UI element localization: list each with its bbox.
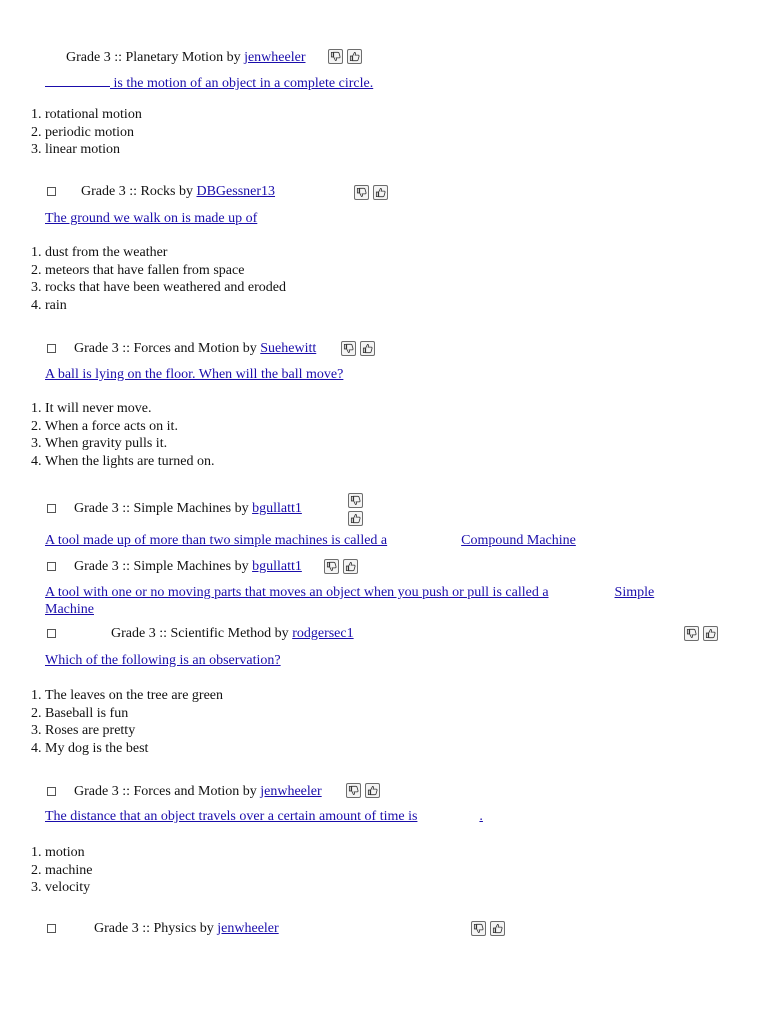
question-link[interactable]: Which of the following is an observation? [45,653,281,668]
question-link[interactable]: The ground we walk on is made up of [45,211,258,226]
option-item: 4. rain [45,297,286,315]
thumbs-down-icon [326,561,337,572]
thumbs-up-icon [362,343,373,354]
entry-header-text: Grade 3 :: Planetary Motion by [66,50,245,65]
entry-header-text: Grade 3 :: Simple Machines by [74,559,253,574]
question-end: . [479,809,483,824]
question-text: A tool with one or no moving parts that moves an object when you push or pull is called a [45,585,549,600]
answer-text: Simple [614,585,655,600]
author-link[interactable]: bgullatt1 [252,559,302,574]
author-link[interactable]: jenwheeler [260,784,322,799]
author-link[interactable]: DBGessner13 [196,184,276,199]
answer-options [0,106,142,159]
question-link[interactable] [45,585,654,601]
thumbs-down-icon [473,923,484,934]
select-checkbox[interactable] [47,562,56,571]
thumbs-down-icon [330,51,341,62]
thumbs-up-button[interactable] [348,511,363,526]
option-item: 2. periodic motion [45,124,142,142]
entry-header-text: Grade 3 :: Physics by [94,921,218,936]
entry-header [74,784,322,800]
question-link[interactable] [45,74,373,92]
option-item: 1. motion [45,844,92,862]
question-text: The distance that an object travels over a certain amount of time is [45,809,418,824]
answer-text: Machine [45,602,94,617]
question-link[interactable] [45,533,648,549]
author-link[interactable]: bgullatt1 [252,501,302,516]
select-checkbox[interactable] [47,344,56,353]
thumbs-up-button[interactable] [360,341,375,356]
thumbs-down-button[interactable] [341,341,356,356]
entry-header-text: Grade 3 :: Forces and Motion by [74,784,261,799]
entry-header [111,626,354,642]
question-link[interactable]: A ball is lying on the floor. When will the ball move? [45,367,344,382]
author-link[interactable]: jenwheeler [217,921,279,936]
select-checkbox[interactable] [47,629,56,638]
entry-header [94,921,279,937]
answer-options [0,844,92,897]
option-item: 3. velocity [45,879,92,897]
thumbs-down-icon [343,343,354,354]
option-item: 3. rocks that have been weathered and eroded [45,279,286,297]
thumbs-up-button[interactable] [373,185,388,200]
thumbs-up-icon [349,51,360,62]
thumbs-down-icon [348,785,359,796]
option-item: 1. rotational motion [45,106,142,124]
select-checkbox[interactable] [47,504,56,513]
option-item: 4. My dog is the best [45,740,223,758]
answer-text: Compound Machine [461,533,576,548]
option-item: 2. When a force acts on it. [45,418,215,436]
thumbs-down-icon [356,187,367,198]
option-item: 2. meteors that have fallen from space [45,262,286,280]
thumbs-down-button[interactable] [684,626,699,641]
thumbs-up-button[interactable] [347,49,362,64]
thumbs-down-button[interactable] [348,493,363,508]
answer-blank [45,74,110,87]
thumbs-down-icon [686,628,697,639]
question-text: A tool made up of more than two simple machines is called a [45,533,388,548]
entry-header [74,559,302,575]
select-checkbox[interactable] [47,924,56,933]
option-item: 3. Roses are pretty [45,722,223,740]
thumbs-up-icon [345,561,356,572]
entry-header [66,50,306,66]
thumbs-up-button[interactable] [343,559,358,574]
thumbs-down-icon [350,495,361,506]
option-item: 1. The leaves on the tree are green [45,687,223,705]
author-link[interactable]: rodgersec1 [292,626,354,641]
option-item: 4. When the lights are turned on. [45,453,215,471]
option-item: 1. It will never move. [45,400,215,418]
thumbs-up-button[interactable] [490,921,505,936]
thumbs-down-button[interactable] [328,49,343,64]
entry-header-text: Grade 3 :: Rocks by [81,184,197,199]
answer-options [0,244,286,314]
thumbs-down-button[interactable] [471,921,486,936]
option-item: 3. When gravity pulls it. [45,435,215,453]
thumbs-up-icon [375,187,386,198]
select-checkbox[interactable] [47,787,56,796]
question-link-continued[interactable] [45,602,157,618]
thumbs-up-button[interactable] [703,626,718,641]
answer-options [0,400,215,470]
option-item: 2. Baseball is fun [45,705,223,723]
thumbs-down-button[interactable] [346,783,361,798]
answer-options [0,687,223,757]
author-link[interactable]: Suehewitt [260,341,317,356]
thumbs-down-button[interactable] [354,185,369,200]
thumbs-up-button[interactable] [365,783,380,798]
question-text: is the motion of an object in a complete circle. [113,76,374,91]
thumbs-up-icon [350,513,361,524]
entry-header-text: Grade 3 :: Simple Machines by [74,501,253,516]
thumbs-down-button[interactable] [324,559,339,574]
thumbs-up-icon [492,923,503,934]
entry-header [81,184,275,200]
thumbs-up-icon [367,785,378,796]
author-link[interactable]: jenwheeler [244,50,306,65]
option-item: 1. dust from the weather [45,244,286,262]
entry-header-text: Grade 3 :: Scientific Method by [111,626,293,641]
option-item: 3. linear motion [45,141,142,159]
question-link[interactable] [45,809,483,825]
entry-header [74,341,316,357]
entry-header [74,501,302,517]
entry-header-text: Grade 3 :: Forces and Motion by [74,341,261,356]
option-item: 2. machine [45,862,92,880]
select-checkbox[interactable] [47,187,56,196]
thumbs-up-icon [705,628,716,639]
